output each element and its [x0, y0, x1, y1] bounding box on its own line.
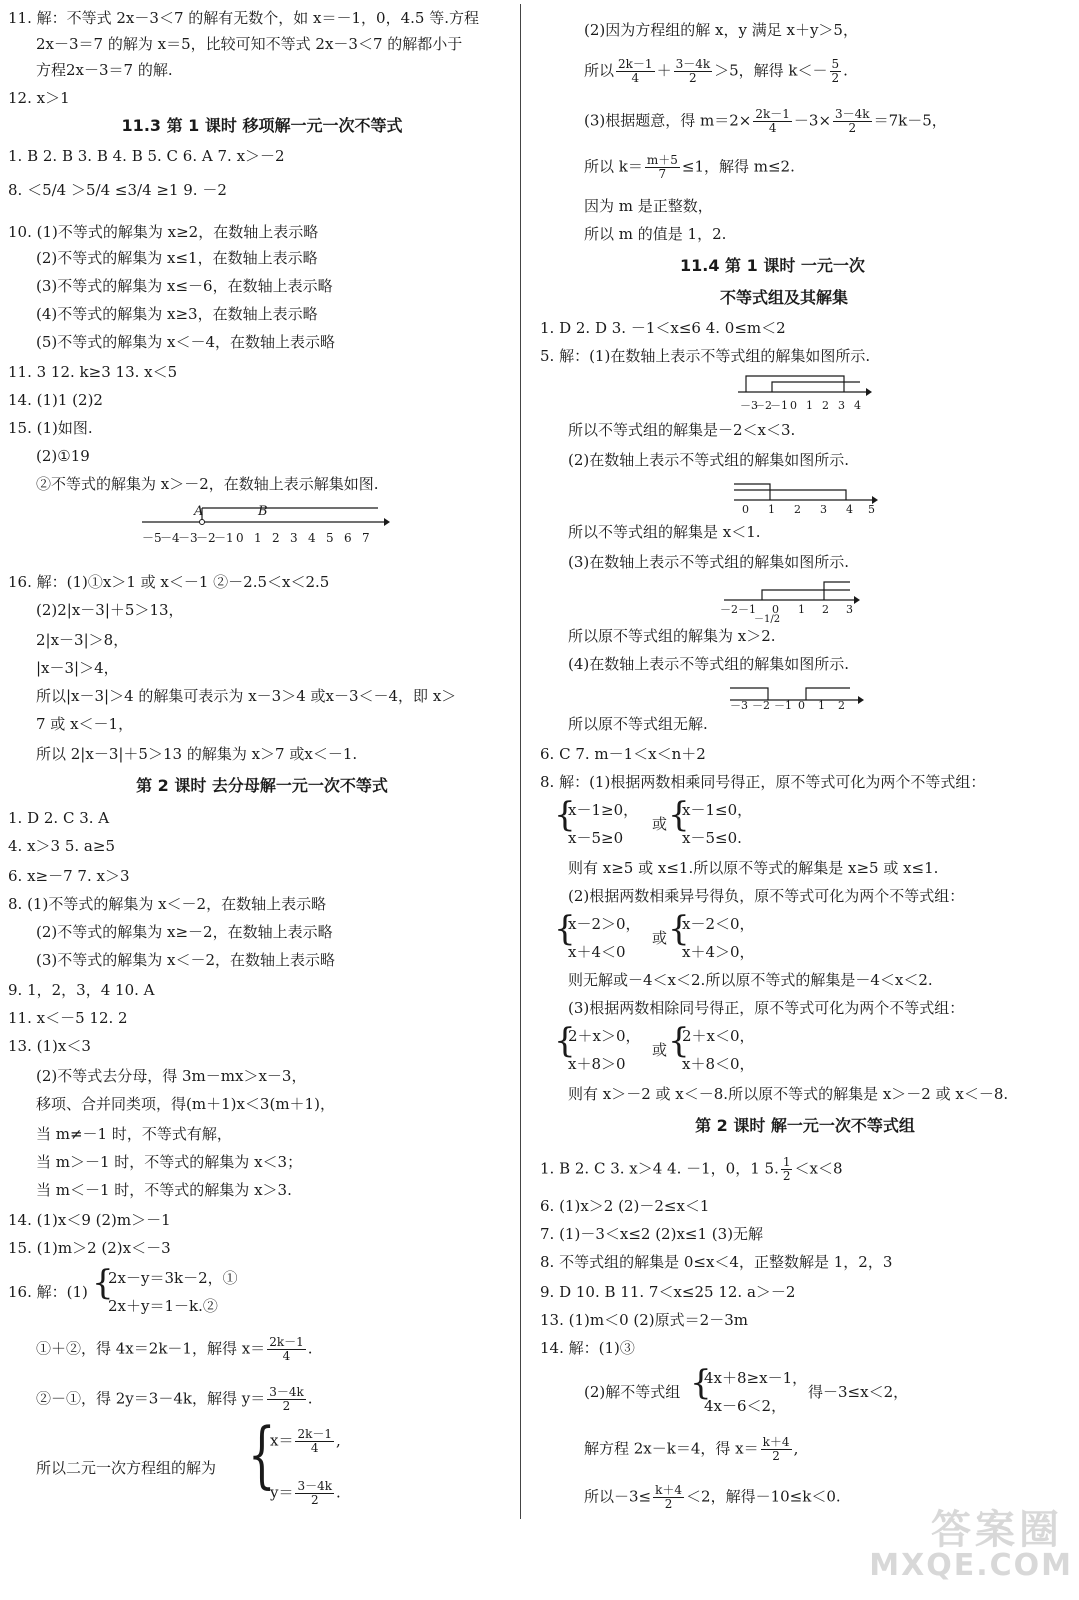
sys-s8-5c: 2＋x＜0，: [682, 1027, 755, 1045]
answer-p13-6: 当 m＜－1 时，不等式的解集为 x＞3.: [36, 1181, 292, 1199]
watermark: [869, 1498, 1073, 1586]
section-title-11-3: 11.3 第 1 课时 移项解一元一次不等式: [121, 116, 403, 135]
answer-p15: 15. (1)m＞2 (2)x＜－3: [8, 1239, 171, 1257]
answer-r3-1: (3)根据题意，得 m＝2× $\frac{2k-1}{4}$ －3× $\frac{3-4k}{2}$ ＝7k－5，: [584, 107, 947, 135]
number-line-3-ticks: －2 －1 －1/2 0 1 2 3: [720, 603, 853, 625]
answer-s5-6: 所以原不等式组的解集为 x＞2.: [568, 627, 776, 645]
answers-11-13: 11. 3 12. k≥3 13. x＜5: [8, 363, 178, 381]
answer-10-1: 10. (1)不等式的解集为 x≥2，在数轴上表示略: [8, 223, 319, 241]
answer-p8-2: (2)不等式的解集为 x≥－2，在数轴上表示略: [36, 923, 333, 941]
answers-p1-3: 1. D 2. C 3. A: [8, 809, 110, 827]
brace-s8-1-right: {: [668, 795, 690, 835]
answers-p6-7: 6. x≥－7 7. x＞3: [8, 867, 130, 885]
answers-1-7: 1. B 2. B 3. B 4. B 5. C 6. A 7. x＞－2: [8, 147, 285, 165]
answer-s8-3: (2)根据两数相乘异号得负，原不等式可化为两个不等式组：: [568, 887, 965, 905]
answer-s8-6: 则有 x＞－2 或 x＜－8.所以原不等式的解集是 x＞－2 或 x＜－8.: [568, 1085, 1009, 1103]
sys-s8-5d: x＋8＜0，: [682, 1055, 755, 1073]
point-b-label: B: [258, 504, 268, 519]
section-title-lesson-2: 第 2 课时 去分母解一元一次不等式: [136, 776, 388, 795]
sys-s8-1d: x－5≤0.: [682, 829, 742, 847]
section-title-lesson-2-b: 第 2 课时 解一元一次不等式组: [695, 1116, 915, 1135]
answer-16-6: 7 或 x＜－1，: [36, 715, 134, 733]
answer-p16-label: 16. 解：(1): [8, 1283, 88, 1301]
number-line-4-ticks: －3 －2 －1 0 1 2: [730, 699, 845, 712]
answer-16-3: 2|x－3|＞8，: [36, 631, 129, 649]
answer-p8-3: (3)不等式的解集为 x＜－2，在数轴上表示略: [36, 951, 336, 969]
answer-t8: 8. 不等式组的解集是 0≤x＜4，正整数解是 1，2，3: [540, 1253, 893, 1271]
brace-s8-2-left: {: [554, 909, 576, 949]
section-title-11-4-a: 11.4 第 1 课时 一元一次: [680, 256, 865, 275]
answer-10-5: (5)不等式的解集为 x＜－4，在数轴上表示略: [36, 333, 336, 351]
sys-s8-5a: 2＋x＞0，: [568, 1027, 641, 1045]
sys-s8-3b: x＋4＜0: [568, 943, 626, 961]
answer-11-line1: 11. 解：不等式 2x－3＜7 的解有无数个，如 x＝－1，0，4.5 等.方程: [8, 9, 479, 27]
answer-p13-5: 当 m＞－1 时，不等式的解集为 x＜3；: [36, 1153, 303, 1171]
answers-s1-4: 1. D 2. D 3. －1＜x≤6 4. 0≤m＜2: [540, 319, 786, 337]
answer-p13-1: 13. (1)x＜3: [8, 1037, 91, 1055]
answer-p16-step1: ①＋②，得 4x＝2k－1，解得 x＝ $\frac{2k-1}{4}$ .: [36, 1335, 313, 1363]
answer-s5-7: (4)在数轴上表示不等式组的解集如图所示.: [568, 655, 850, 673]
answer-t14-2-label: (2)解不等式组: [584, 1383, 681, 1401]
answer-s8-1: 8. 解：(1)根据两数相乘同号得正，原不等式可化为两个不等式组：: [540, 773, 986, 791]
answer-11-line3: 方程2x－3＝7 的解.: [36, 61, 173, 79]
sys-s8-1b: x－5≥0: [568, 829, 624, 847]
answer-s5-5: (3)在数轴上表示不等式组的解集如图所示.: [568, 553, 850, 571]
answer-t14-3: 解方程 2x－k＝4，得 x＝ $\frac{k+4}{2}$ ,: [584, 1435, 799, 1463]
answer-16-2: (2)2|x－3|＋5＞13，: [36, 601, 184, 619]
answer-s8-5: (3)根据两数相除同号得正，原不等式可化为两个不等式组：: [568, 999, 965, 1017]
watermark-url: MXQE.COM: [869, 1548, 1073, 1583]
answer-r3-2: 所以 k＝ $\frac{m+5}{7}$ ≤1，解得 m≤2.: [584, 153, 795, 181]
answer-12: 12. x＞1: [8, 89, 70, 107]
answer-p13-3: 移项、合并同类项，得(m＋1)x＜3(m＋1)，: [36, 1095, 335, 1113]
answer-p14: 14. (1)x＜9 (2)m＞－1: [8, 1211, 171, 1229]
answer-p8-1: 8. (1)不等式的解集为 x＜－2，在数轴上表示略: [8, 895, 327, 913]
sys-s8-1c: x－1≤0，: [682, 801, 753, 819]
sys-s8-3a: x－2＞0，: [568, 915, 641, 933]
answer-t14-4: 所以－3≤ $\frac{k+4}{2}$ ＜2，解得－10≤k＜0.: [584, 1483, 841, 1511]
answer-p13-4: 当 m≠－1 时，不等式有解，: [36, 1125, 232, 1143]
answer-16-5: 所以|x－3|＞4 的解集可表示为 x－3＞4 或x－3＜－4，即 x＞: [36, 687, 457, 705]
system-eq1: 2x－y＝3k－2，①: [108, 1269, 238, 1287]
answers-t9-12: 9. D 10. B 11. 7＜x≤25 12. a＞－2: [540, 1283, 796, 1301]
sys-t14b: 4x－6＜2，: [704, 1397, 787, 1415]
number-line-15-ticks: －5 －4 －3 －2 －1 0 1 2 3 4 5 6 7: [142, 531, 370, 545]
answer-p16-step2: ②－①，得 2y＝3－4k，解得 y＝ $\frac{3-4k}{2}$ .: [36, 1385, 313, 1413]
answers-s6-7: 6. C 7. m－1＜x＜n＋2: [540, 745, 706, 763]
answer-14: 14. (1)1 (2)2: [8, 391, 103, 409]
answer-p16-solution-label: 所以二元一次方程组的解为: [36, 1459, 217, 1477]
answer-s8-4: 则无解或－4＜x＜2.所以原不等式的解集是－4＜x＜2.: [568, 971, 933, 989]
answer-15-1: 15. (1)如图.: [8, 419, 93, 437]
number-line-2-ticks: 0 1 2 3 4 5: [742, 503, 875, 516]
answer-10-3: (3)不等式的解集为 x≤－6，在数轴上表示略: [36, 277, 333, 295]
system-brace: {: [92, 1263, 114, 1303]
answer-r3-3: 因为 m 是正整数，: [584, 197, 713, 215]
sys-s8-3d: x＋4＞0，: [682, 943, 755, 961]
answer-s5-8: 所以原不等式组无解.: [568, 715, 708, 733]
answer-r2-2: 所以 $\frac{2k-1}{4}$ ＋ $\frac{3-4k}{2}$ ＞5，解得 k＜－ $\frac{5}{2}$ .: [584, 57, 848, 85]
answer-10-2: (2)不等式的解集为 x≤1，在数轴上表示略: [36, 249, 318, 267]
answer-t14-1: 14. 解：(1)③: [540, 1339, 635, 1357]
answer-s8-2: 则有 x≥5 或 x≤1.所以原不等式的解集是 x≥5 或 x≤1.: [568, 859, 939, 877]
answer-16-1: 16. 解：(1)①x＞1 或 x＜－1 ②－2.5＜x＜2.5: [8, 573, 330, 591]
answer-r3-4: 所以 m 的值是 1，2.: [584, 225, 727, 243]
answers-8-9: 8. ＜5/4 ＞5/4 ≤3/4 ≥1 9. －2: [8, 181, 227, 199]
answers-p9-10: 9. 1，2，3，4 10. A: [8, 981, 155, 999]
or-label-2: 或: [652, 929, 668, 947]
or-label-1: 或: [652, 815, 668, 833]
answers-p4-5: 4. x＞3 5. a≥5: [8, 837, 115, 855]
column-divider: [520, 4, 521, 1519]
answer-t7: 7. (1)－3＜x≤2 (2)x≤1 (3)无解: [540, 1225, 764, 1243]
answer-s5-2: 所以不等式组的解集是－2＜x＜3.: [568, 421, 796, 439]
answers-p11-12: 11. x＜－5 12. 2: [8, 1009, 128, 1027]
answer-s5-1: 5. 解：(1)在数轴上表示不等式组的解集如图所示.: [540, 347, 871, 365]
answer-s5-4: 所以不等式组的解集是 x＜1.: [568, 523, 761, 541]
system-eq2: 2x＋y＝1－k.②: [108, 1297, 218, 1315]
answer-15-2: (2)①19: [36, 447, 90, 465]
answer-s5-3: (2)在数轴上表示不等式组的解集如图所示.: [568, 451, 850, 469]
brace-t14: {: [690, 1363, 712, 1403]
number-line-1-ticks: －3 －2 －1 0 1 2 3 4: [740, 399, 861, 412]
sys-s8-5b: x＋8＞0: [568, 1055, 626, 1073]
solution-brace: {: [248, 1412, 276, 1496]
answer-t6: 6. (1)x＞2 (2)－2≤x＜1: [540, 1197, 710, 1215]
brace-s8-3-left: {: [554, 1021, 576, 1061]
answer-11-line2: 2x－3＝7 的解为 x＝5，比较可知不等式 2x－3＜7 的解都小于: [36, 35, 463, 53]
answer-p13-2: (2)不等式去分母，得 3m－mx＞x－3，: [36, 1067, 307, 1085]
answer-10-4: (4)不等式的解集为 x≥3，在数轴上表示略: [36, 305, 318, 323]
brace-s8-1-left: {: [554, 795, 576, 835]
brace-s8-3-right: {: [668, 1021, 690, 1061]
or-label-3: 或: [652, 1041, 668, 1059]
answer-16-4: |x－3|＞4，: [36, 659, 119, 677]
solution-y: y＝ $\frac{3-4k}{2}$ .: [270, 1479, 341, 1507]
answer-16-7: 所以 2|x－3|＋5＞13 的解集为 x＞7 或x＜－1.: [36, 745, 358, 763]
brace-s8-2-right: {: [668, 909, 690, 949]
answer-15-3: ②不等式的解集为 x＞－2，在数轴上表示解集如图.: [36, 475, 379, 493]
sys-t14a: 4x＋8≥x－1，: [704, 1369, 808, 1387]
point-a-label: A: [194, 504, 204, 519]
section-title-11-4-b: 不等式组及其解集: [720, 288, 849, 307]
answer-r2-1: (2)因为方程组的解 x，y 满足 x＋y＞5，: [584, 21, 858, 39]
sys-s8-3c: x－2＜0，: [682, 915, 755, 933]
sys-s8-1a: x－1≥0，: [568, 801, 639, 819]
answer-t14-2-result: 得－3≤x＜2，: [808, 1383, 909, 1401]
answer-t13: 13. (1)m＜0 (2)原式＝2－3m: [540, 1311, 748, 1329]
watermark-logo-text: 答案圈: [931, 1507, 1063, 1553]
solution-x: x＝ $\frac{2k-1}{4}$ ,: [270, 1427, 341, 1455]
answers-t1-5: 1. B 2. C 3. x＞4 4. －1，0，1 5. $\frac{1}{2}$ ＜x＜8: [540, 1155, 843, 1183]
